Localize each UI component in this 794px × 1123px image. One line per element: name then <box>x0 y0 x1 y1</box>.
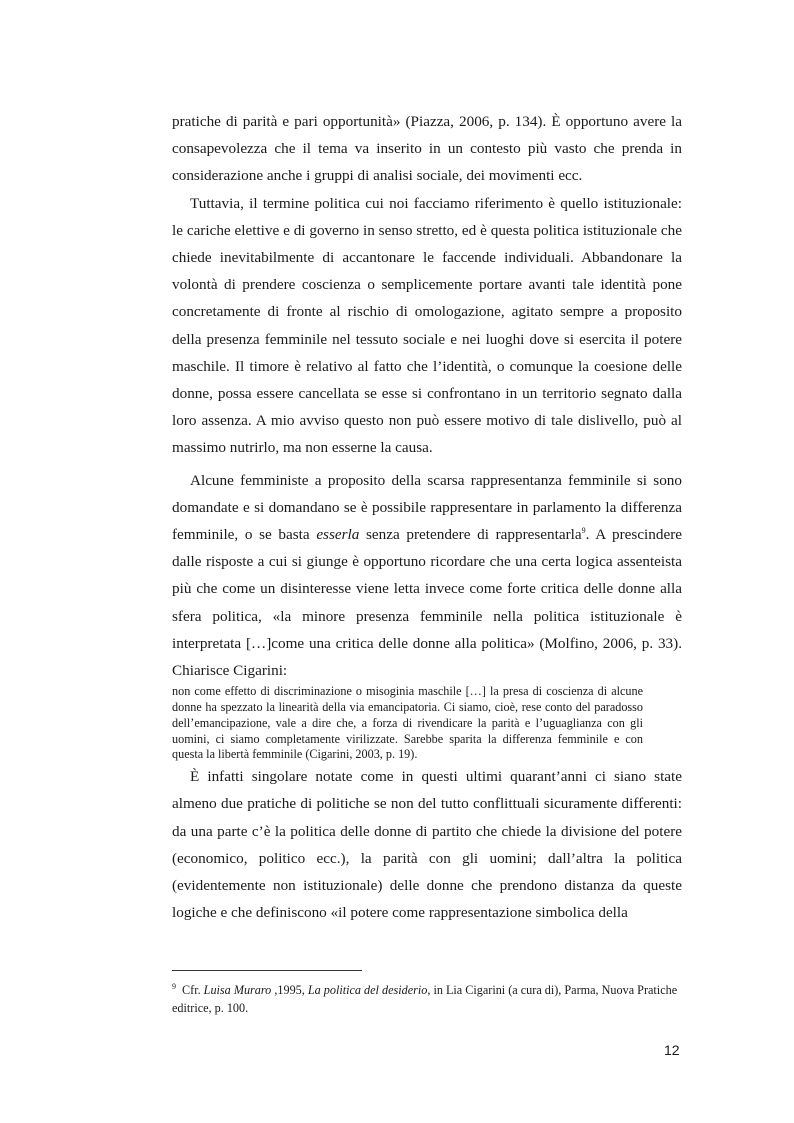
footnote-author: Luisa Muraro <box>203 983 272 998</box>
paragraph-2: Tuttavia, il termine politica cui noi facciamo riferimento è quello istituzionale: le cariche elettive e di governo in senso stretto, ed è questa politica istituzionale che chiede inevitabilmente di accantonare le faccende individuali. Abbandonare la volontà di prendere coscienza o semplicemente portare avanti tale identità pone concretamente di fronte al rischio di omologazione, agitato sempre a proposito della presenza femminile nel tessuto sociale e nei luoghi dove si esercita il potere maschile. Il timore è relativo al fatto che l’identità, o comunque la coesione delle donne, possa essere cancellata se esse si confrontano in un territorio segnato dalla loro assenza. A mio avviso questo non può essere motivo di tale dislivello, può al massimo nutrirlo, ma non esserne la causa. <box>172 194 682 457</box>
page-number: 12 <box>664 1042 680 1058</box>
footnote-prefix: Cfr. <box>182 983 204 998</box>
footnote-number: 9 <box>172 982 176 991</box>
footnote <box>172 978 684 1017</box>
paragraph-3-emphasis: esserla <box>316 526 360 544</box>
footnote-separator <box>172 970 362 971</box>
paragraph-3 <box>172 467 682 685</box>
footnote-reference[interactable]: 9 <box>581 525 586 535</box>
paragraph-3-text-b: senza pretendere di rappresentarla <box>359 526 582 544</box>
body-text <box>172 108 682 926</box>
footnote-mid: ,1995, <box>271 983 308 998</box>
paragraph-4: È infatti singolare notate come in questi ultimi quarant’anni ci siano state almeno due pratiche di politiche se non del tutto conflittuali sicuramente differenti: da una parte c’è la politica delle donne di partito che chiede la divisione del potere (economico, politico ecc.), la parità con gli uomini; dall’altra la politica (evidentemente non istituzionale) delle donne che prendono distanza da queste logiche e che definiscono «il potere come rappresentazione simbolica della <box>172 768 682 922</box>
footnote-title: La politica del desiderio <box>307 983 428 998</box>
paragraph-1: pratiche di parità e pari opportunità» (Piazza, 2006, p. 134). È opportuno avere la consapevolezza che il tema va inserito in un contesto più vasto che prenda in considerazione anche i gruppi di analisi sociale, dei movimenti ecc. <box>172 113 682 185</box>
paragraph-3-text-c: . A prescindere dalle risposte a cui si giunge è opportuno ricordare che una certa logica assenteista più che come un disinteresse viene letta invece come forte critica delle donne alla sfera politica, «la minore presenza femminile nella politica istituzionale è interpretata […]come una critica delle donne alla politica» (Molfino, 2006, p. 33). Chiarisce Cigarini: <box>172 526 683 680</box>
block-quote: non come effetto di discriminazione o misoginia maschile […] la presa di coscienza di alcune donne ha spezzato la linearità della via emancipatoria. Ci siamo, cioè, rese conto del paradosso dell’emancipazione, vale a dire che, a forza di rivendicare la parità e l’uguaglianza con gli uomini, ci siamo completamente virilizzate. Sarebbe sparita la differenza femminile e con questa la libertà femminile (Cigarini, 2003, p. 19). <box>172 684 643 762</box>
footnote-rest: , in Lia Cigarini (a cura di), Parma, Nuova Pratiche editrice, p. 100. <box>172 983 678 1015</box>
paragraph-3-text-a: Alcune femministe a proposito della scarsa rappresentanza femminile si sono domandate e si domandano se è possibile rappresentare in parlamento la differenza femminile, o se basta <box>172 471 682 544</box>
